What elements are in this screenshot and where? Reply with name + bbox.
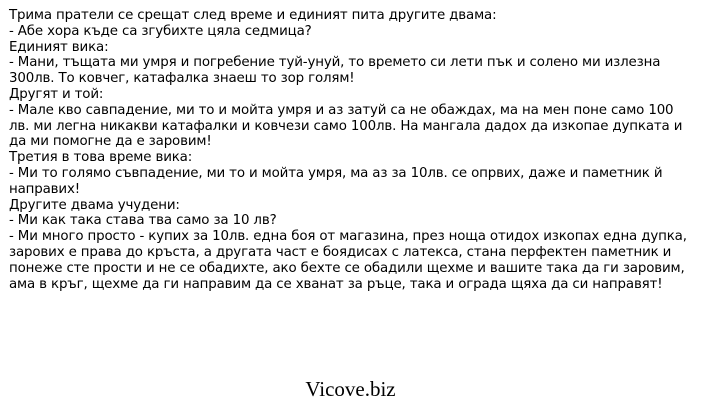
joke-line: Третия в това време вика: [9, 150, 193, 166]
site-watermark: Vicove.biz [305, 377, 396, 401]
joke-line: Другите двама учудени: [9, 197, 180, 213]
joke-text [9, 8, 695, 292]
joke-line: Другят и той: [9, 86, 104, 102]
joke-line: Единият вика: [9, 39, 109, 55]
joke-line: Трима пратели се срещат след време и единият пита другите двама: [9, 8, 497, 23]
joke-line: - Ми как така става тва само за 10 лв? [9, 213, 277, 229]
joke-line: - Ми то голямо съвпадение, ми то и мойта умря, ма аз за 10лв. се опрвих, даже и паметник й направих! [9, 165, 663, 197]
joke-line: - Ми много просто - купих за 10лв. една боя от магазина, през ноща отидох изкопах една дупка, зарових е права до кръста, а другата част е боядисах с латекса, стана перфектен паметник и понеже сте прости и не се обадихте, ако бехте се обадили щехме и вашите така да ги заровим, ама в кръг, щехме да ги направим да се хванат за ръце, така и ограда щяха да си направят! [9, 229, 687, 292]
joke-line: - Мале кво савпадение, ми то и мойта умря и аз затуй са не обаждах, ма на мен поне само 100 лв. ми легна никакви катафалки и ковчези само 100лв. На мангала дадох да изкопае дупката и да ми помогне да е заровим! [9, 102, 683, 150]
joke-line: - Мани, тъщата ми умря и погребение туй-унуй, то времето си лети пък и солено ми излезна 300лв. То ковчег, катафалка знаеш то зор голям! [9, 55, 661, 87]
joke-line: - Абе хора къде са згубихте цяла седмица? [9, 23, 312, 39]
